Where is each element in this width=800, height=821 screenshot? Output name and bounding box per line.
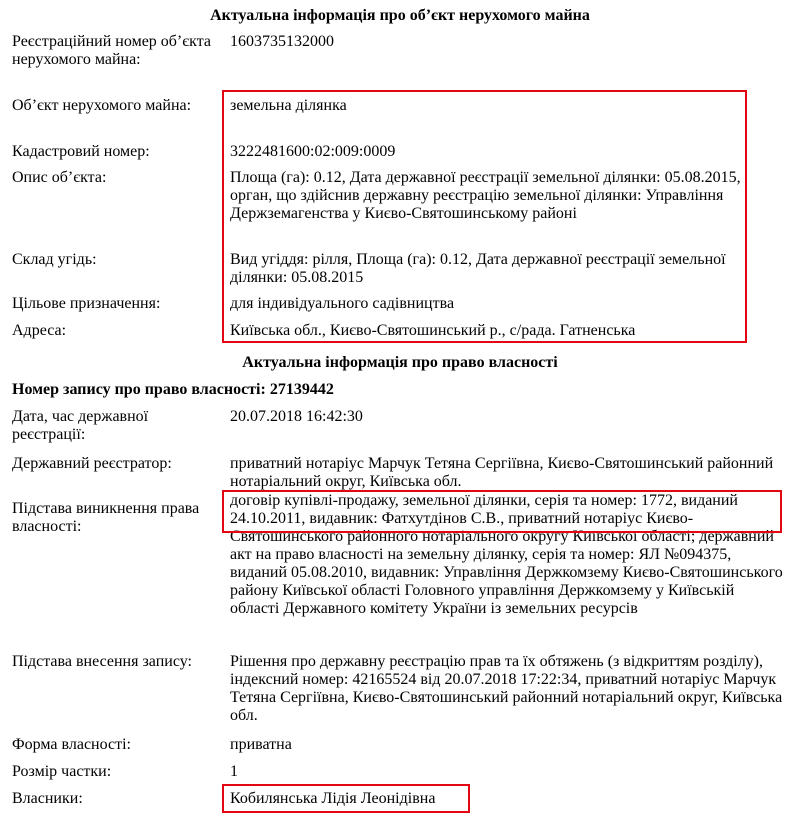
- label-cadastral-number: Кадастровий номер:: [12, 143, 150, 160]
- value-owners: Кобилянська Лідія Леонідівна: [230, 790, 436, 807]
- label-registration-number: Реєстраційний номер об’єкта нерухомого майна:: [12, 33, 211, 68]
- value-land-composition: Вид угіддя: рілля, Площа (га): 0.12, Дата державної реєстрації земельної ділянки: 05.08.2015: [230, 251, 726, 286]
- section-object-title: Актуальна інформація про об’єкт нерухомого майна: [210, 7, 590, 24]
- label-owners: Власники:: [12, 790, 83, 807]
- label-registration-datetime: Дата, час державної реєстрації:: [12, 408, 149, 443]
- label-object: Об’єкт нерухомого майна:: [12, 97, 192, 114]
- highlight-box-ownership-basis: [222, 490, 782, 533]
- value-address: Київська обл., Києво-Святошинський р., с/рада. Гатненська: [230, 322, 636, 339]
- value-cadastral-number: 3222481600:02:009:0009: [230, 143, 396, 160]
- value-purpose: для індивідуального садівництва: [230, 295, 455, 312]
- section-ownership-title: Актуальна інформація про право власності: [242, 354, 558, 371]
- value-registration-datetime: 20.07.2018 16:42:30: [230, 408, 363, 425]
- highlight-box-object-details: [222, 90, 747, 343]
- value-object: земельна ділянка: [230, 97, 347, 114]
- value-share-size: 1: [230, 763, 238, 780]
- label-entry-basis: Підстава внесення запису:: [12, 653, 192, 670]
- value-registration-number: 1603735132000: [230, 33, 334, 50]
- label-purpose: Цільове призначення:: [12, 295, 161, 312]
- value-entry-basis: Рішення про державну реєстрацію прав та їх обтяжень (з відкриттям розділу), індексний номер: 42165524 від 20.07.2018 17:22:34, приватний нотаріус Марчук Тетяна Сергіївна, Києво-Святошинський районний нотаріальний округ, Київська обл.: [230, 653, 783, 724]
- label-ownership-basis: Підстава виникнення права власності:: [12, 500, 200, 535]
- ownership-record-number: Номер запису про право власності: 27139442: [12, 381, 334, 398]
- label-object-description: Опис об’єкта:: [12, 169, 107, 186]
- value-registrar: приватний нотаріус Марчук Тетяна Сергіївна, Києво-Святошинський районний нотаріальний округ, Київська обл.: [230, 455, 774, 490]
- label-address: Адреса:: [12, 322, 67, 339]
- label-registrar: Державний реєстратор:: [12, 455, 172, 472]
- value-ownership-form: приватна: [230, 736, 292, 753]
- label-share-size: Розмір частки:: [12, 763, 112, 780]
- value-ownership-basis: договір купівлі-продажу, земельної ділянки, серія та номер: 1772, виданий 24.10.2011, видавник: Фатхутдінов С.В., приватний нотаріус Києво-Святошинського районного нотаріального округу Київської області; державний акт на право власності на земельну ділянку, серія та номер: ЯЛ №094375, виданий 05.08.2010, видавник: Управління Держкомзему Києво-Святошинського району Київської області Головного управління Держкомзему у Київській області Державного комітету України із земельних ресурсів: [230, 492, 783, 617]
- value-object-description: Площа (га): 0.12, Дата державної реєстрації земельної ділянки: 05.08.2015, орган, що здійснив державну реєстрацію земельної ділянки: Управління Держземагенства у Києво-Святошинському районі: [230, 169, 741, 222]
- label-ownership-form: Форма власності:: [12, 736, 131, 753]
- highlight-box-owners: [222, 784, 470, 813]
- label-land-composition: Склад угідь:: [12, 251, 97, 268]
